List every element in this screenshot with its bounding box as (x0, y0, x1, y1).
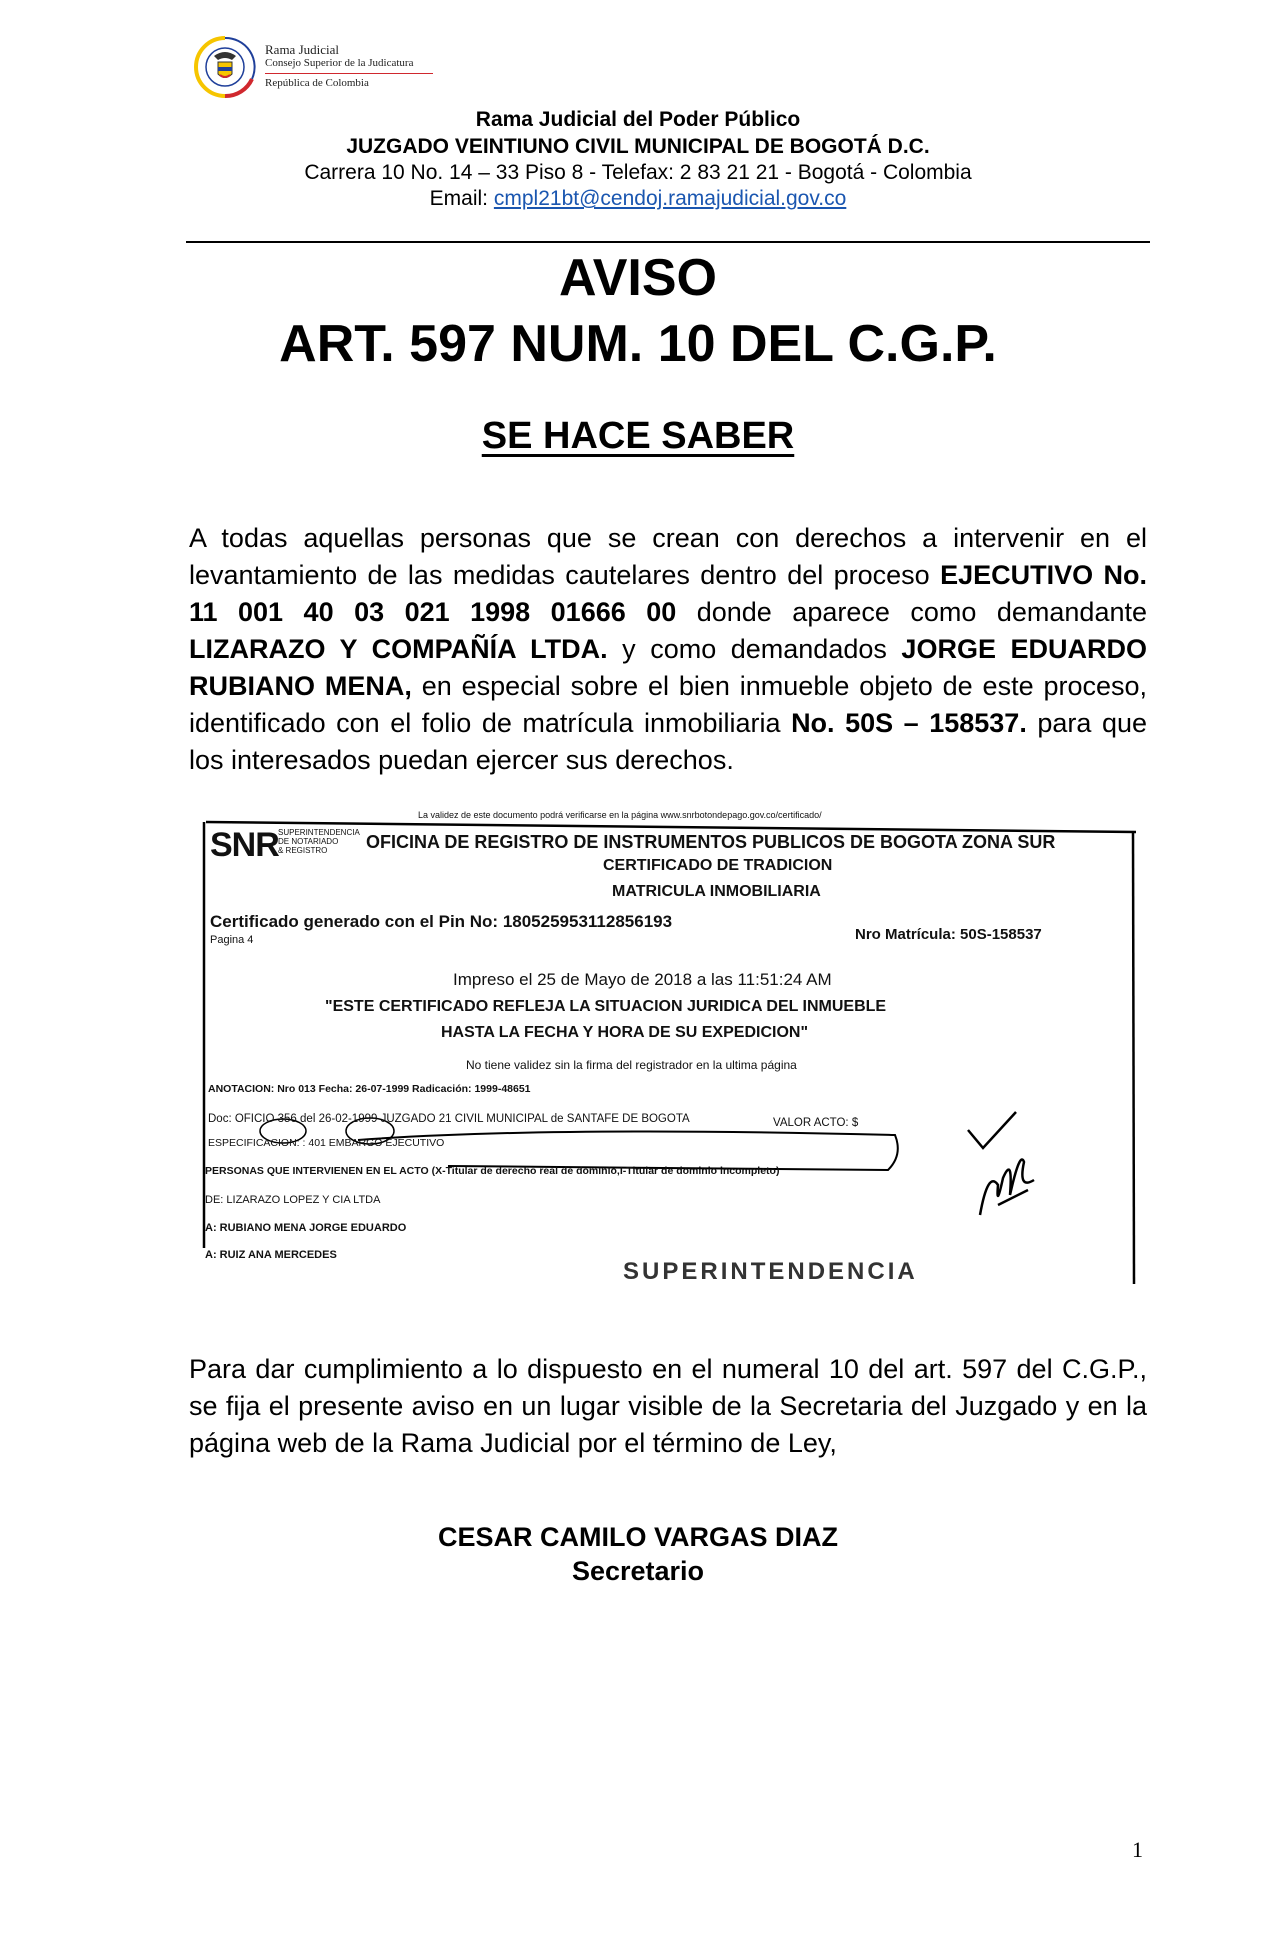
cert-impreso: Impreso el 25 de Mayo de 2018 a las 11:51:24 AM (453, 970, 832, 989)
header-divider (186, 241, 1150, 243)
colombia-coat-of-arms-icon (190, 34, 260, 100)
plaintiff-name: LIZARAZO Y COMPAÑÍA LTDA. (189, 634, 608, 664)
certificate-frame (198, 810, 1136, 1284)
email-link[interactable]: cmpl21bt@cendoj.ramajudicial.gov.co (493, 187, 847, 210)
registry-certificate-scan (198, 810, 1136, 1284)
signatory-role: Secretario (571, 1556, 705, 1586)
snr-sub-2: DE NOTARIADO (278, 837, 339, 846)
email-label: Email: (429, 187, 489, 210)
para-text-4: en especial sobre el bien inmueble objeto de este proceso, identificado con el folio de matrícula inmobiliaria (189, 671, 1148, 738)
page-number: 1 (1132, 1837, 1143, 1862)
cert-refleja-1: "ESTE CERTIFICADO REFLEJA LA SITUACION JURIDICA DEL INMUEBLE (325, 998, 887, 1015)
defendant-name: JORGE EDUARDO RUBIANO MENA, (189, 634, 1147, 701)
header-address: Carrera 10 No. 14 – 33 Piso 8 - Telefax: 2 83 21 21 - Bogotá - Colombia (304, 161, 972, 184)
cert-a-2: A: RUIZ ANA MERCEDES (205, 1249, 337, 1261)
snr-sub-3: & REGISTRO (278, 846, 328, 855)
cert-office: OFICINA DE REGISTRO DE INSTRUMENTOS PUBLICOS DE BOGOTA ZONA SUR (366, 832, 1056, 852)
para-text-2: donde aparece como demandante (676, 597, 1147, 627)
notice-paragraph (189, 520, 1147, 779)
header-court-name: JUZGADO VEINTIUNO CIVIL MUNICIPAL DE BOGOTÁ D.C. (346, 135, 930, 158)
cert-doc: Doc: OFICIO 356 del 26-02-1999 JUZGADO 21 CIVIL MUNICIPAL de SANTAFE DE BOGOTA (208, 1113, 690, 1125)
cert-nro-matricula: Nro Matrícula: 50S-158537 (855, 926, 1042, 943)
title-aviso: AVISO (559, 249, 717, 307)
para-text-1: A todas aquellas personas que se crean con derechos a intervenir en el levantamiento de las medidas cautelares dentro del proceso (189, 523, 1147, 590)
header-email-line (150, 187, 1126, 211)
cert-de: DE: LIZARAZO LOPEZ Y CIA LTDA (205, 1194, 381, 1206)
cert-a-1: A: RUBIANO MENA JORGE EDUARDO (205, 1222, 407, 1234)
cert-validez: No tiene validez sin la firma del registrador en la ultima página (466, 1058, 797, 1072)
cert-valor-acto: VALOR ACTO: $ (773, 1117, 859, 1129)
logo-line-3: República de Colombia (265, 77, 369, 89)
logo-line-2: Consejo Superior de la Judicatura (265, 57, 414, 69)
cert-refleja-2: HASTA LA FECHA Y HORA DE SU EXPEDICION" (441, 1024, 809, 1041)
logo-line-1: Rama Judicial (265, 42, 340, 57)
header-line-1: Rama Judicial del Poder Público (475, 108, 801, 131)
snr-logo: SNR (210, 826, 279, 864)
title-article: ART. 597 NUM. 10 DEL C.G.P. (279, 315, 997, 373)
signatory-name: CESAR CAMILO VARGAS DIAZ (437, 1522, 838, 1552)
cert-personas: PERSONAS QUE INTERVIENEN EN EL ACTO (X-Titular de derecho real de dominio,I-Titular de dominio incompleto) (205, 1165, 780, 1177)
cert-watermark: SUPERINTENDENCIA (623, 1258, 918, 1285)
rama-judicial-logo (190, 34, 440, 100)
para-text-3: y como demandados (607, 634, 902, 664)
cert-anotacion: ANOTACION: Nro 013 Fecha: 26-07-1999 Radicación: 1999-48651 (208, 1083, 531, 1095)
cert-especificacion: ESPECIFICACION: : 401 EMBARGO EJECUTIVO (208, 1137, 445, 1149)
para-text-5: para que los interesados puedan ejercer sus derechos. (189, 708, 1147, 775)
cert-pagina: Pagina 4 (210, 934, 254, 946)
cert-matricula: MATRICULA INMOBILIARIA (612, 883, 821, 900)
subtitle-se-hace-saber: SE HACE SABER (481, 415, 795, 457)
closing-paragraph: Para dar cumplimiento a lo dispuesto en el numeral 10 del art. 597 del C.G.P., se fija el presente aviso en un lugar visible de la Secretaria del Juzgado y en la página web de la Rama Judicial por el término de Ley, (189, 1354, 1147, 1458)
cert-pin: Certificado generado con el Pin No: 180525953112856193 (210, 912, 673, 931)
cert-top-note: La validez de este documento podrá verificarse en la página www.snrbotondepago.gov.co/certificado/ (418, 810, 822, 820)
snr-sub-1: SUPERINTENDENCIA (278, 828, 360, 837)
process-number: EJECUTIVO No. 11 001 40 03 021 1998 01666 00 (189, 560, 1147, 627)
property-registration-number: No. 50S – 158537. (791, 708, 1027, 738)
cert-title: CERTIFICADO DE TRADICION (603, 857, 833, 874)
